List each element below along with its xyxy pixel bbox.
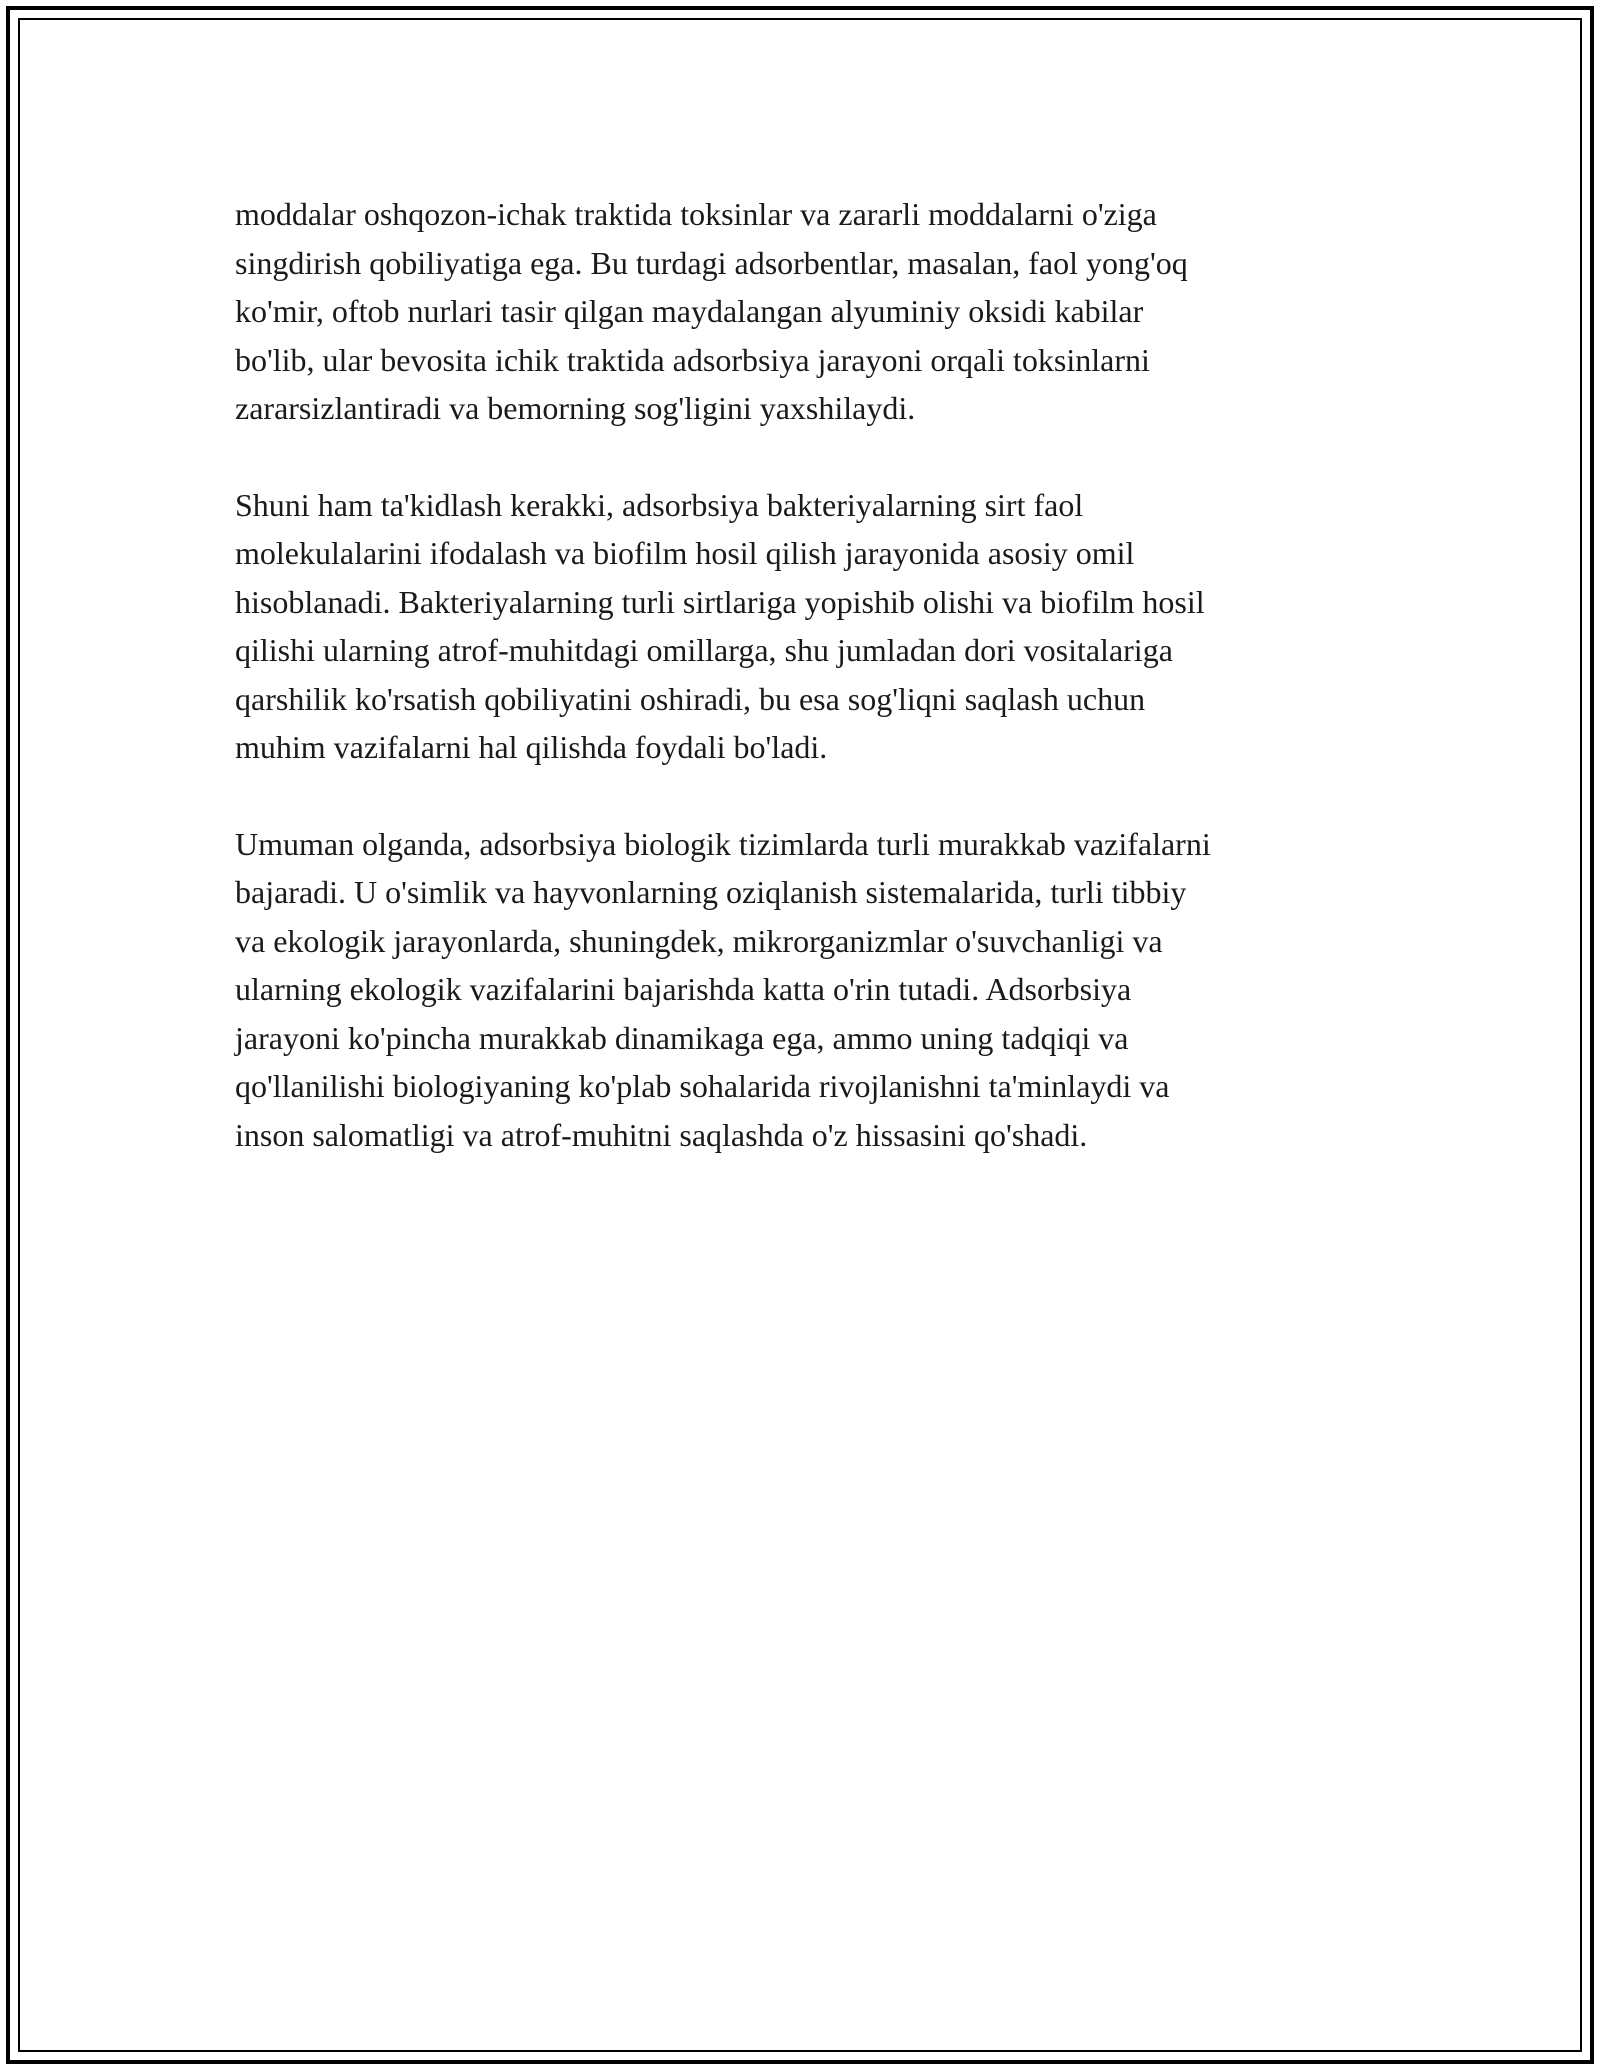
text-line: Umuman olganda, adsorbsiya biologik tizimlarda turli murakkab vazifalarni <box>235 825 1211 862</box>
text-line: moddalar oshqozon-ichak traktida toksinlar va zararli moddalarni o'ziga <box>235 196 1157 232</box>
text-line: bo'lib, ular bevosita ichik traktida adsorbsiya jarayoni orqali toksinlarni <box>235 341 1150 378</box>
text-line: singdirish qobiliyatiga ega. Bu turdagi adsorbentlar, masalan, faol yong'oq <box>235 244 1188 281</box>
text-line: jarayoni ko'pincha murakkab dinamikaga ega, ammo uning tadqiqi va <box>235 1019 1129 1056</box>
text-line: qo'llanilishi biologiyaning ko'plab sohalarida rivojlanishni ta'minlaydi va <box>235 1068 1170 1104</box>
text-line: va ekologik jarayonlarda, shuningdek, mikrorganizmlar o'suvchanligi va <box>235 922 1163 959</box>
text-line: muhim vazifalarni hal qilishda foydali bo'ladi. <box>235 729 828 765</box>
text-line: hisoblanadi. Bakteriyalarning turli sirtlariga yopishib olishi va biofilm hosil <box>235 583 1205 620</box>
text-line: ko'mir, oftob nurlari tasir qilgan maydalangan alyuminiy oksidi kabilar <box>235 293 1144 329</box>
text-line: qilishi ularning atrof-muhitdagi omillarga, shu jumladan dori vositalariga <box>235 632 1173 668</box>
text-line: qarshilik ko'rsatish qobiliyatini oshiradi, bu esa sog'liqni saqlash uchun <box>235 680 1146 717</box>
paragraph-2 <box>235 481 1365 772</box>
paragraph-1 <box>235 190 1365 433</box>
document-body <box>235 190 1365 1207</box>
text-line: molekulalarini ifodalash va biofilm hosil qilish jarayonida asosiy omil <box>235 535 1135 571</box>
text-line: inson salomatligi va atrof-muhitni saqlashda o'z hissasini qo'shadi. <box>235 1116 1088 1153</box>
text-line: Shuni ham ta'kidlash kerakki, adsorbsiya bakteriyalarning sirt faol <box>235 486 1084 523</box>
text-line: ularning ekologik vazifalarini bajarishda katta o'rin tutadi. Adsorbsiya <box>235 971 1132 1007</box>
paragraph-3 <box>235 820 1365 1160</box>
text-line: zararsizlantiradi va bemorning sog'ligini yaxshilaydi. <box>235 390 916 426</box>
text-line: bajaradi. U o'simlik va hayvonlarning oziqlanish sistemalarida, turli tibbiy <box>235 874 1187 910</box>
